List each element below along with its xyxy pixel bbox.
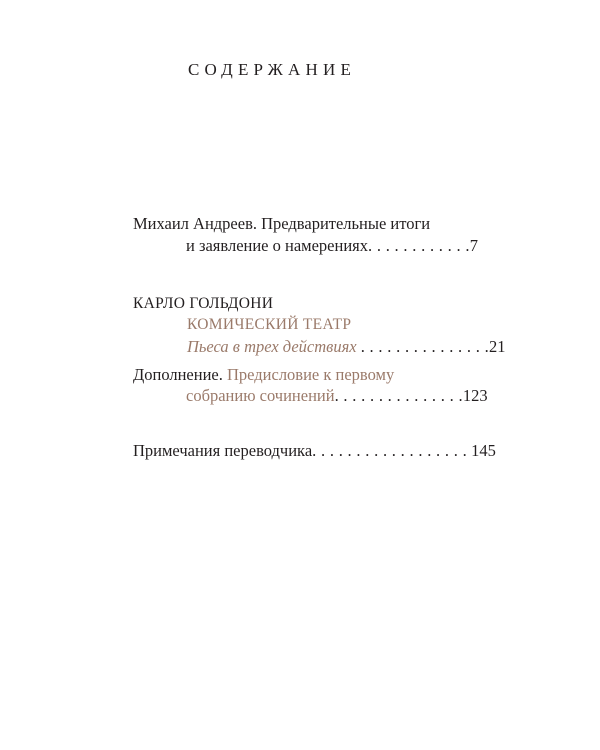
- dot-leader: . . . . . . . . . . . . . . .: [360, 337, 490, 356]
- dot-leader: . . . . . . . . . . . . . . . . . .: [312, 441, 468, 460]
- page-number: 123: [462, 386, 488, 405]
- toc-notes-title: Примечания переводчика: [133, 441, 313, 460]
- toc-appendix-title: Предисловие к первому: [227, 365, 395, 384]
- toc-entry-andreev-title-line2: [186, 236, 478, 256]
- page-number: 145: [471, 441, 496, 460]
- toc-appendix-title-cont: собранию сочинений: [186, 386, 335, 405]
- toc-entry-appendix-title-line1: [133, 365, 394, 385]
- page-number: 7: [469, 236, 479, 255]
- toc-entry-notes-line: [133, 441, 496, 461]
- toc-appendix-label: Дополнение.: [133, 365, 223, 384]
- toc-entry-appendix-title-line2: [186, 386, 488, 406]
- toc-play-subtitle: Пьеса в трех действиях: [187, 337, 357, 356]
- dot-leader: . . . . . . . . . . . .: [368, 236, 470, 255]
- toc-play-title: КОМИЧЕСКИЙ ТЕАТР: [187, 316, 352, 333]
- dot-leader: . . . . . . . . . . . . . . .: [334, 386, 463, 405]
- page-number: 21: [489, 337, 506, 356]
- toc-entry-andreev-title-text: и заявление о намерениях: [186, 236, 368, 255]
- toc-entry-andreev-title-line1: Михаил Андреев. Предварительные итоги: [133, 214, 431, 233]
- toc-heading: СОДЕРЖАНИЕ: [188, 60, 357, 79]
- toc-play-subtitle-line: [187, 337, 506, 357]
- toc-author: КАРЛО ГОЛЬДОНИ: [133, 295, 274, 312]
